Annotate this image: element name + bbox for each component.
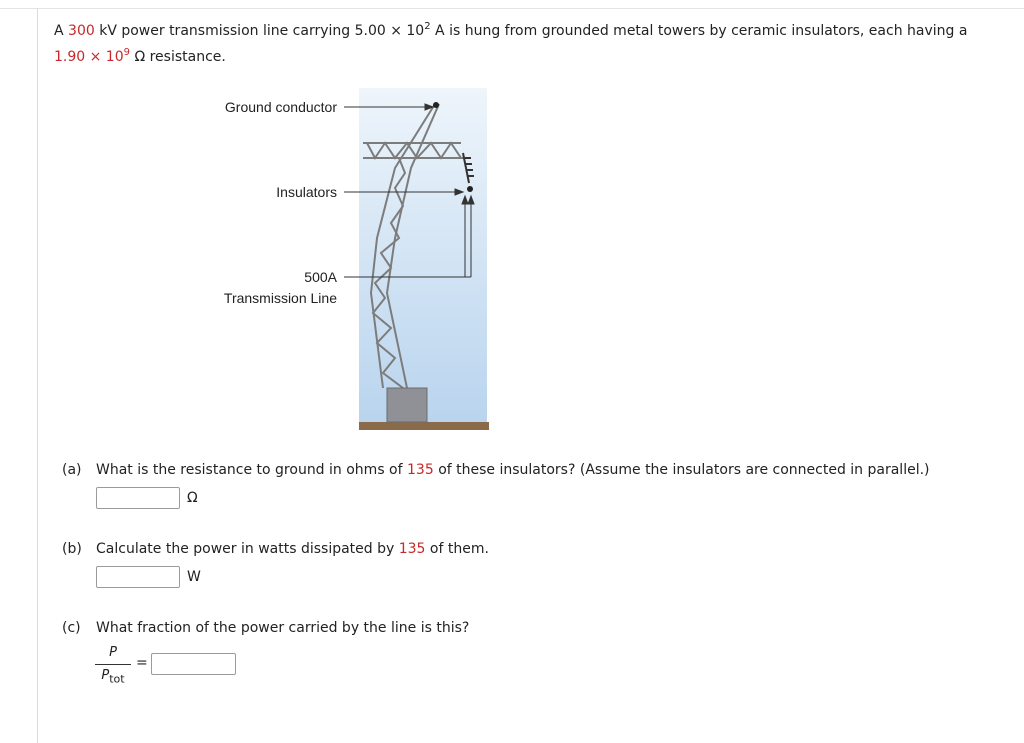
part-b-question <box>62 541 489 557</box>
fraction-denominator <box>95 668 131 686</box>
fraction-numerator: P <box>109 645 117 660</box>
insulator-dot <box>467 186 473 192</box>
tower-base <box>387 388 427 422</box>
transmission-line-label: Transmission Line <box>223 290 337 306</box>
part-b-text: of them. <box>425 541 489 557</box>
denominator-subscript: tot <box>109 672 125 686</box>
part-b-text: Calculate the power in watts dissipated by <box>96 541 399 557</box>
equals-sign: = <box>136 655 148 671</box>
part-a-answer-input[interactable] <box>96 487 180 509</box>
top-divider <box>0 8 1024 9</box>
tower-diagram <box>195 88 495 438</box>
part-a-text: What is the resistance to ground in ohms of <box>96 462 408 478</box>
part-a-label: (a) <box>62 462 82 478</box>
resistance-exponent: 9 <box>123 47 130 58</box>
power-fraction <box>95 645 131 686</box>
line-current-label: 500A <box>304 269 337 285</box>
problem-statement-line-2 <box>54 49 226 65</box>
fraction-bar <box>95 664 131 665</box>
insulators-label: Insulators <box>276 184 337 200</box>
current-exponent: 2 <box>424 21 431 32</box>
watt-unit: W <box>187 569 201 585</box>
part-c-answer-input[interactable] <box>151 653 236 675</box>
problem-statement-line-1 <box>54 23 967 39</box>
part-b-count: 135 <box>398 541 426 557</box>
voltage-value: 300 <box>68 23 95 39</box>
part-a-count: 135 <box>407 462 434 478</box>
part-a-text: of these insulators? (Assume the insulators are connected in parallel.) <box>433 462 930 478</box>
problem-text: Ω resistance. <box>130 49 226 65</box>
ground-conductor-label: Ground conductor <box>224 99 337 115</box>
problem-text: A is hung from grounded metal towers by ceramic insulators, each having a <box>430 23 968 39</box>
part-c-text: What fraction of the power carried by the line is this? <box>96 620 470 636</box>
part-a-question <box>62 462 930 478</box>
transmission-tower-figure <box>195 88 495 438</box>
part-b-answer-input[interactable] <box>96 566 180 588</box>
denominator-symbol: P <box>101 668 110 683</box>
problem-text: A <box>54 23 69 39</box>
ground-strip <box>359 422 489 430</box>
left-divider <box>37 8 38 743</box>
part-c-label: (c) <box>62 620 81 636</box>
part-c-question <box>62 620 469 636</box>
problem-text: kV power transmission line carrying 5.00 × 10 <box>94 23 425 39</box>
part-b-label: (b) <box>62 541 82 557</box>
resistance-value: 1.90 × 10 <box>54 49 124 65</box>
ohm-unit: Ω <box>187 490 198 506</box>
